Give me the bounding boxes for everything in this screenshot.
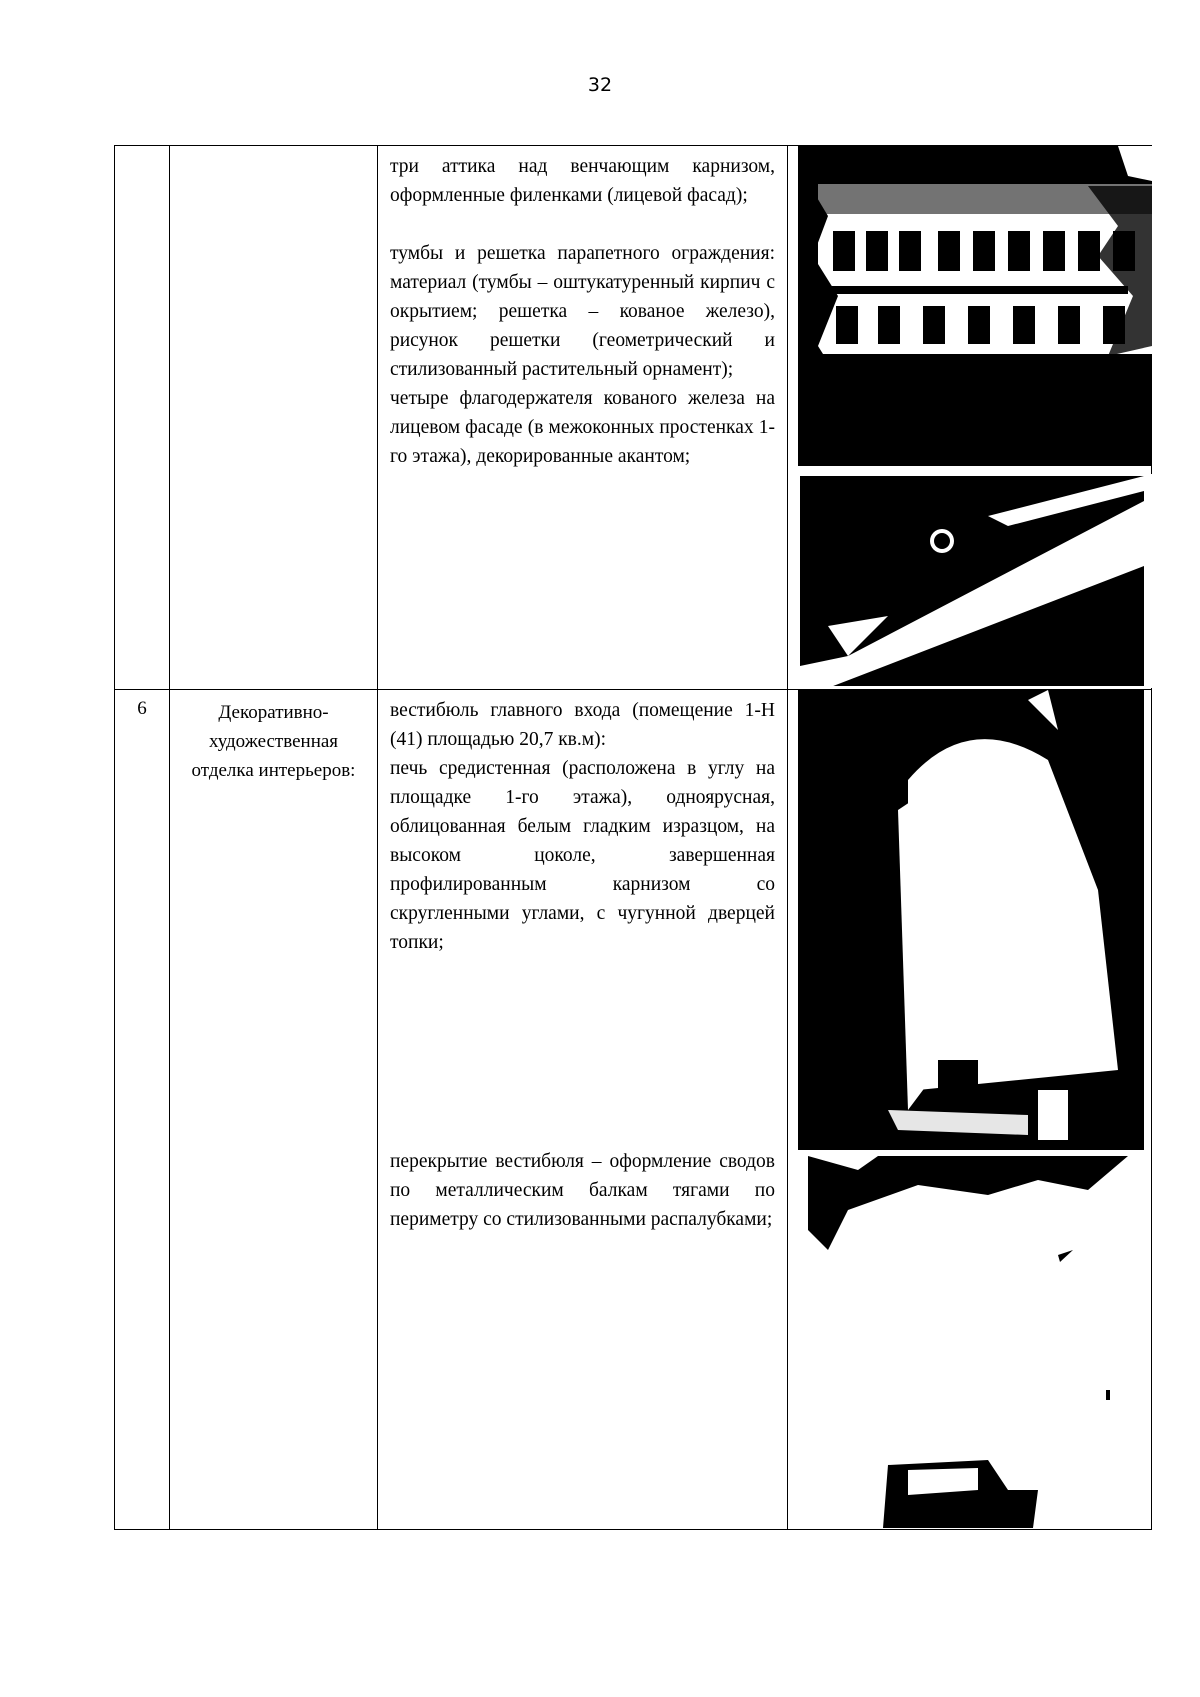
paragraph-vestibule: вестибюль главного входа (помещение 1-Н (41) площадью 20,7 кв.м): [390, 700, 775, 750]
row-description [378, 146, 788, 690]
page-number: 32 [587, 74, 613, 96]
row-category [170, 146, 378, 690]
photo-cell [788, 146, 1152, 690]
facade-photo [798, 146, 1152, 466]
paragraph-attics: три аттика над венчающим карнизом, оформленные филенками (лицевой фасад); [390, 156, 775, 206]
ceiling-photo [808, 1156, 1128, 1528]
row-number: 6 [115, 690, 170, 1530]
table-row [115, 146, 1152, 690]
row-category: Декоративно-художественная отделка интерьеров: [170, 690, 378, 1530]
row-description [378, 690, 788, 1530]
photo-cell [788, 690, 1152, 1530]
paragraph-flagholders: четыре флагодержателя кованого железа на лицевом фасаде (в межоконных простенках 1-го этажа), декорированные акантом; [390, 388, 775, 467]
table-row [115, 690, 1152, 1530]
flagholder-photo [798, 474, 1152, 688]
paragraph-ceiling: перекрытие вестибюля – оформление сводов по металлическим балкам тягами по периметру со стилизованными распалубками; [390, 1151, 775, 1230]
stove-photo [798, 690, 1144, 1150]
monument-table [114, 145, 1152, 1530]
paragraph-stove: печь средистенная (расположена в углу на площадке 1-го этажа), одноярусная, облицованная белым гладким изразцом, на высоком цоколе, завершенная профилированным карнизом со скругленными углами, с чугунной дверцей топки; [390, 758, 775, 953]
paragraph-parapet: тумбы и решетка парапетного ограждения: материал (тумбы – оштукатуренный кирпич с окрытием; решетка – кованое железо), рисунок решетки (геометрический и стилизованный растительный орнамент); [390, 243, 775, 380]
row-number [115, 146, 170, 690]
